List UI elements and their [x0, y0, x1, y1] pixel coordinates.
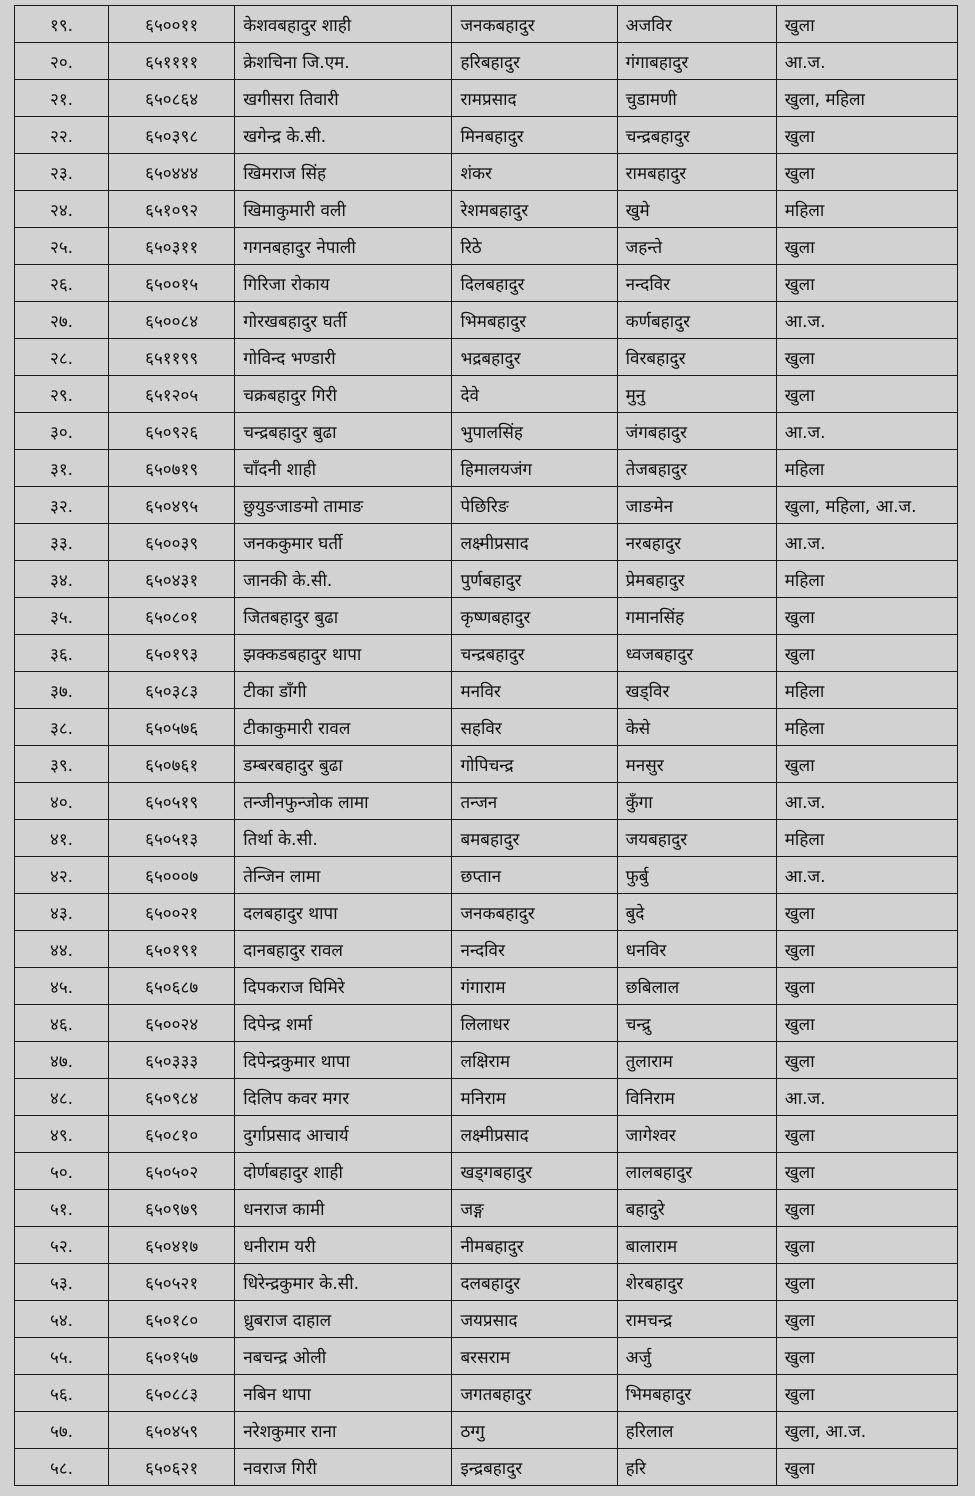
- category-cell: खुला, आ.ज.: [776, 1412, 957, 1449]
- candidate-name-cell: खिमाकुमारी वली: [235, 191, 452, 228]
- category-cell: खुला: [776, 1264, 957, 1301]
- category-cell: खुला: [776, 1042, 957, 1079]
- father-name-cell: जनकबहादुर: [452, 894, 617, 931]
- grandfather-name-cell: रामचन्द्र: [617, 1301, 776, 1338]
- table-row: [15, 154, 958, 191]
- grandfather-name-cell: रामबहादुर: [617, 154, 776, 191]
- roll-number-cell: ६५०८०१: [109, 598, 235, 635]
- roll-number-cell: ६५०९८४: [109, 1079, 235, 1116]
- category-cell: खुला, महिला: [776, 80, 957, 117]
- father-name-cell: शंकर: [452, 154, 617, 191]
- candidate-name-cell: गोविन्द भण्डारी: [235, 339, 452, 376]
- candidate-name-cell: गोरखबहादुर घर्ती: [235, 302, 452, 339]
- father-name-cell: जगतबहादुर: [452, 1375, 617, 1412]
- father-name-cell: रामप्रसाद: [452, 80, 617, 117]
- grandfather-name-cell: चन्द्रबहादुर: [617, 117, 776, 154]
- roll-number-cell: ६५०४१७: [109, 1227, 235, 1264]
- table-row: [15, 80, 958, 117]
- father-name-cell: पेछिरिङ: [452, 487, 617, 524]
- roll-number-cell: ६५००३९: [109, 524, 235, 561]
- serial-number-cell: ५२.: [15, 1227, 109, 1264]
- grandfather-name-cell: कर्णबहादुर: [617, 302, 776, 339]
- serial-number-cell: ४०.: [15, 783, 109, 820]
- grandfather-name-cell: प्रेमबहादुर: [617, 561, 776, 598]
- category-cell: खुला: [776, 968, 957, 1005]
- category-cell: महिला: [776, 820, 957, 857]
- grandfather-name-cell: बुदे: [617, 894, 776, 931]
- father-name-cell: भुपालसिंह: [452, 413, 617, 450]
- serial-number-cell: २१.: [15, 80, 109, 117]
- roll-number-cell: ६५००२१: [109, 894, 235, 931]
- roll-number-cell: ६५०८१०: [109, 1116, 235, 1153]
- grandfather-name-cell: ध्वजबहादुर: [617, 635, 776, 672]
- father-name-cell: भिमबहादुर: [452, 302, 617, 339]
- father-name-cell: देवे: [452, 376, 617, 413]
- table-row: [15, 1449, 958, 1486]
- table-row: [15, 1338, 958, 1375]
- table-row: [15, 1412, 958, 1449]
- serial-number-cell: ३८.: [15, 709, 109, 746]
- serial-number-cell: ४६.: [15, 1005, 109, 1042]
- grandfather-name-cell: चन्द्रु: [617, 1005, 776, 1042]
- candidate-name-cell: दिलिप कवर मगर: [235, 1079, 452, 1116]
- candidate-name-cell: टीका डाँगी: [235, 672, 452, 709]
- candidate-name-cell: नवराज गिरी: [235, 1449, 452, 1486]
- grandfather-name-cell: बहादुरे: [617, 1190, 776, 1227]
- father-name-cell: मनिराम: [452, 1079, 617, 1116]
- grandfather-name-cell: खड्विर: [617, 672, 776, 709]
- candidate-name-cell: खिमराज सिंह: [235, 154, 452, 191]
- grandfather-name-cell: नरबहादुर: [617, 524, 776, 561]
- category-cell: आ.ज.: [776, 1079, 957, 1116]
- candidate-name-cell: नबचन्द्र ओली: [235, 1338, 452, 1375]
- roll-number-cell: ६५०१५७: [109, 1338, 235, 1375]
- candidate-name-cell: टीकाकुमारी रावल: [235, 709, 452, 746]
- father-name-cell: लिलाधर: [452, 1005, 617, 1042]
- serial-number-cell: ५१.: [15, 1190, 109, 1227]
- roll-number-cell: ६५०९७९: [109, 1190, 235, 1227]
- serial-number-cell: ३१.: [15, 450, 109, 487]
- serial-number-cell: २२.: [15, 117, 109, 154]
- father-name-cell: कृष्णबहादुर: [452, 598, 617, 635]
- grandfather-name-cell: लालबहादुर: [617, 1153, 776, 1190]
- roll-number-cell: ६५०५१९: [109, 783, 235, 820]
- candidate-name-cell: खगीसरा तिवारी: [235, 80, 452, 117]
- father-name-cell: हरिबहादुर: [452, 43, 617, 80]
- grandfather-name-cell: तुलाराम: [617, 1042, 776, 1079]
- table-row: [15, 1079, 958, 1116]
- roll-number-cell: ६५०६२१: [109, 1449, 235, 1486]
- roll-number-cell: ६५०७१९: [109, 450, 235, 487]
- father-name-cell: मनविर: [452, 672, 617, 709]
- candidate-name-cell: नबिन थापा: [235, 1375, 452, 1412]
- father-name-cell: जनकबहादुर: [452, 6, 617, 43]
- table-body: [15, 6, 958, 1486]
- grandfather-name-cell: चुडामणी: [617, 80, 776, 117]
- candidate-name-cell: तेन्जिन लामा: [235, 857, 452, 894]
- roll-number-cell: ६५०४९५: [109, 487, 235, 524]
- serial-number-cell: ३२.: [15, 487, 109, 524]
- grandfather-name-cell: विनिराम: [617, 1079, 776, 1116]
- category-cell: आ.ज.: [776, 783, 957, 820]
- table-row: [15, 709, 958, 746]
- serial-number-cell: १९.: [15, 6, 109, 43]
- category-cell: आ.ज.: [776, 302, 957, 339]
- category-cell: खुला, महिला, आ.ज.: [776, 487, 957, 524]
- roll-number-cell: ६५०८६४: [109, 80, 235, 117]
- serial-number-cell: ५०.: [15, 1153, 109, 1190]
- category-cell: खुला: [776, 746, 957, 783]
- table-row: [15, 783, 958, 820]
- father-name-cell: बरसराम: [452, 1338, 617, 1375]
- category-cell: खुला: [776, 117, 957, 154]
- father-name-cell: खड्गबहादुर: [452, 1153, 617, 1190]
- serial-number-cell: ५८.: [15, 1449, 109, 1486]
- grandfather-name-cell: छबिलाल: [617, 968, 776, 1005]
- table-row: [15, 1375, 958, 1412]
- table-row: [15, 450, 958, 487]
- candidate-name-cell: ध्रुबराज दाहाल: [235, 1301, 452, 1338]
- grandfather-name-cell: विरबहादुर: [617, 339, 776, 376]
- table-row: [15, 413, 958, 450]
- table-row: [15, 598, 958, 635]
- roll-number-cell: ६५०४४४: [109, 154, 235, 191]
- table-row: [15, 191, 958, 228]
- father-name-cell: नीमबहादुर: [452, 1227, 617, 1264]
- table-row: [15, 487, 958, 524]
- grandfather-name-cell: धनविर: [617, 931, 776, 968]
- candidate-name-cell: दिपेन्द्रकुमार थापा: [235, 1042, 452, 1079]
- serial-number-cell: ३०.: [15, 413, 109, 450]
- serial-number-cell: २४.: [15, 191, 109, 228]
- candidate-name-cell: जितबहादुर बुढा: [235, 598, 452, 635]
- grandfather-name-cell: गमानसिंह: [617, 598, 776, 635]
- serial-number-cell: ३३.: [15, 524, 109, 561]
- father-name-cell: तन्जन: [452, 783, 617, 820]
- serial-number-cell: ३६.: [15, 635, 109, 672]
- table-row: [15, 820, 958, 857]
- category-cell: खुला: [776, 1449, 957, 1486]
- roll-number-cell: ६५०३११: [109, 228, 235, 265]
- roll-number-cell: ६५००८४: [109, 302, 235, 339]
- candidate-name-cell: छुयुङजाङमो तामाङ: [235, 487, 452, 524]
- table-row: [15, 1005, 958, 1042]
- table-row: [15, 1042, 958, 1079]
- candidate-name-cell: चाँदनी शाही: [235, 450, 452, 487]
- candidate-name-cell: दोर्णबहादुर शाही: [235, 1153, 452, 1190]
- category-cell: खुला: [776, 228, 957, 265]
- candidate-name-cell: चन्द्रबहादुर बुढा: [235, 413, 452, 450]
- roll-number-cell: ६५११११: [109, 43, 235, 80]
- serial-number-cell: २९.: [15, 376, 109, 413]
- candidate-name-cell: दुर्गाप्रसाद आचार्य: [235, 1116, 452, 1153]
- father-name-cell: दिलबहादुर: [452, 265, 617, 302]
- roll-number-cell: ६५११९९: [109, 339, 235, 376]
- table-row: [15, 117, 958, 154]
- category-cell: खुला: [776, 1116, 957, 1153]
- serial-number-cell: २३.: [15, 154, 109, 191]
- roll-number-cell: ६५००१५: [109, 265, 235, 302]
- father-name-cell: नन्दविर: [452, 931, 617, 968]
- category-cell: खुला: [776, 1227, 957, 1264]
- candidate-name-cell: केशवबहादुर शाही: [235, 6, 452, 43]
- table-row: [15, 968, 958, 1005]
- candidate-name-cell: गगनबहादुर नेपाली: [235, 228, 452, 265]
- table-row: [15, 1116, 958, 1153]
- father-name-cell: ठग्गु: [452, 1412, 617, 1449]
- candidate-name-cell: दिपकराज घिमिरे: [235, 968, 452, 1005]
- table-row: [15, 302, 958, 339]
- category-cell: खुला: [776, 598, 957, 635]
- father-name-cell: गंगाराम: [452, 968, 617, 1005]
- serial-number-cell: ४८.: [15, 1079, 109, 1116]
- father-name-cell: रिठे: [452, 228, 617, 265]
- serial-number-cell: २६.: [15, 265, 109, 302]
- category-cell: आ.ज.: [776, 857, 957, 894]
- serial-number-cell: ४९.: [15, 1116, 109, 1153]
- roll-number-cell: ६५०७६१: [109, 746, 235, 783]
- grandfather-name-cell: नन्दविर: [617, 265, 776, 302]
- category-cell: महिला: [776, 672, 957, 709]
- roll-number-cell: ६५०४३१: [109, 561, 235, 598]
- roll-number-cell: ६५०३९८: [109, 117, 235, 154]
- category-cell: महिला: [776, 561, 957, 598]
- table-row: [15, 376, 958, 413]
- category-cell: आ.ज.: [776, 413, 957, 450]
- roll-number-cell: ६५०८८३: [109, 1375, 235, 1412]
- candidate-name-cell: चक्रबहादुर गिरी: [235, 376, 452, 413]
- table-row: [15, 228, 958, 265]
- father-name-cell: दलबहादुर: [452, 1264, 617, 1301]
- candidate-name-cell: धनराज कामी: [235, 1190, 452, 1227]
- serial-number-cell: ४१.: [15, 820, 109, 857]
- grandfather-name-cell: खुमे: [617, 191, 776, 228]
- category-cell: खुला: [776, 339, 957, 376]
- candidate-name-cell: जनककुमार घर्ती: [235, 524, 452, 561]
- roll-number-cell: ६५०३३३: [109, 1042, 235, 1079]
- serial-number-cell: ४४.: [15, 931, 109, 968]
- category-cell: खुला: [776, 931, 957, 968]
- table-row: [15, 1190, 958, 1227]
- father-name-cell: बमबहादुर: [452, 820, 617, 857]
- table-row: [15, 1227, 958, 1264]
- table-row: [15, 857, 958, 894]
- roll-number-cell: ६५१०९२: [109, 191, 235, 228]
- serial-number-cell: ५५.: [15, 1338, 109, 1375]
- father-name-cell: जङ्ग: [452, 1190, 617, 1227]
- candidate-name-cell: दानबहादुर रावल: [235, 931, 452, 968]
- grandfather-name-cell: फुर्बु: [617, 857, 776, 894]
- serial-number-cell: ३७.: [15, 672, 109, 709]
- roll-number-cell: ६५००२४: [109, 1005, 235, 1042]
- father-name-cell: भद्रबहादुर: [452, 339, 617, 376]
- serial-number-cell: ४२.: [15, 857, 109, 894]
- serial-number-cell: ४३.: [15, 894, 109, 931]
- candidate-name-cell: खगेन्द्र के.सी.: [235, 117, 452, 154]
- table-row: [15, 672, 958, 709]
- category-cell: खुला: [776, 265, 957, 302]
- roll-number-cell: ६५००११: [109, 6, 235, 43]
- serial-number-cell: २७.: [15, 302, 109, 339]
- candidate-name-cell: धिरेन्द्रकुमार के.सी.: [235, 1264, 452, 1301]
- candidate-name-cell: तन्जीनफुन्जोक लामा: [235, 783, 452, 820]
- candidate-name-cell: दिपेन्द्र शर्मा: [235, 1005, 452, 1042]
- grandfather-name-cell: बालाराम: [617, 1227, 776, 1264]
- category-cell: खुला: [776, 1301, 957, 1338]
- serial-number-cell: २०.: [15, 43, 109, 80]
- father-name-cell: सहविर: [452, 709, 617, 746]
- category-cell: खुला: [776, 1338, 957, 1375]
- roll-number-cell: ६५०००७: [109, 857, 235, 894]
- roll-number-cell: ६५०५१३: [109, 820, 235, 857]
- serial-number-cell: ५७.: [15, 1412, 109, 1449]
- father-name-cell: चन्द्रबहादुर: [452, 635, 617, 672]
- candidate-name-cell: तिर्था के.सी.: [235, 820, 452, 857]
- candidate-list-table: [14, 5, 958, 1486]
- roll-number-cell: ६५०५०२: [109, 1153, 235, 1190]
- roll-number-cell: ६५०६८७: [109, 968, 235, 1005]
- grandfather-name-cell: हरि: [617, 1449, 776, 1486]
- category-cell: खुला: [776, 376, 957, 413]
- table-row: [15, 561, 958, 598]
- serial-number-cell: ५३.: [15, 1264, 109, 1301]
- father-name-cell: इन्द्रबहादुर: [452, 1449, 617, 1486]
- grandfather-name-cell: जाङमेन: [617, 487, 776, 524]
- grandfather-name-cell: शेरबहादुर: [617, 1264, 776, 1301]
- table-row: [15, 6, 958, 43]
- table-row: [15, 931, 958, 968]
- roll-number-cell: ६५०४५९: [109, 1412, 235, 1449]
- category-cell: खुला: [776, 1153, 957, 1190]
- roll-number-cell: ६५०१९१: [109, 931, 235, 968]
- candidate-name-cell: गिरिजा रोकाय: [235, 265, 452, 302]
- grandfather-name-cell: मनसुर: [617, 746, 776, 783]
- serial-number-cell: ३५.: [15, 598, 109, 635]
- grandfather-name-cell: कुँगा: [617, 783, 776, 820]
- category-cell: खुला: [776, 1005, 957, 1042]
- roll-number-cell: ६५०५२१: [109, 1264, 235, 1301]
- grandfather-name-cell: जयबहादुर: [617, 820, 776, 857]
- candidate-name-cell: दलबहादुर थापा: [235, 894, 452, 931]
- serial-number-cell: ४७.: [15, 1042, 109, 1079]
- roll-number-cell: ६५०१८०: [109, 1301, 235, 1338]
- grandfather-name-cell: भिमबहादुर: [617, 1375, 776, 1412]
- grandfather-name-cell: केसे: [617, 709, 776, 746]
- father-name-cell: गोपिचन्द्र: [452, 746, 617, 783]
- category-cell: आ.ज.: [776, 524, 957, 561]
- category-cell: खुला: [776, 154, 957, 191]
- table-row: [15, 1264, 958, 1301]
- serial-number-cell: ५६.: [15, 1375, 109, 1412]
- category-cell: आ.ज.: [776, 43, 957, 80]
- grandfather-name-cell: अर्जु: [617, 1338, 776, 1375]
- serial-number-cell: २८.: [15, 339, 109, 376]
- father-name-cell: जयप्रसाद: [452, 1301, 617, 1338]
- table-row: [15, 265, 958, 302]
- grandfather-name-cell: हरिलाल: [617, 1412, 776, 1449]
- father-name-cell: लक्ष्मीप्रसाद: [452, 524, 617, 561]
- category-cell: खुला: [776, 6, 957, 43]
- roll-number-cell: ६५०१९३: [109, 635, 235, 672]
- father-name-cell: रेशमबहादुर: [452, 191, 617, 228]
- grandfather-name-cell: गंगाबहादुर: [617, 43, 776, 80]
- table-row: [15, 524, 958, 561]
- grandfather-name-cell: जागेश्वर: [617, 1116, 776, 1153]
- father-name-cell: मिनबहादुर: [452, 117, 617, 154]
- table-row: [15, 1301, 958, 1338]
- grandfather-name-cell: जहन्ते: [617, 228, 776, 265]
- grandfather-name-cell: अजविर: [617, 6, 776, 43]
- table-row: [15, 894, 958, 931]
- candidate-name-cell: झक्कडबहादुर थापा: [235, 635, 452, 672]
- category-cell: खुला: [776, 635, 957, 672]
- father-name-cell: छप्तान: [452, 857, 617, 894]
- roll-number-cell: ६५०३८३: [109, 672, 235, 709]
- candidate-name-cell: जानकी के.सी.: [235, 561, 452, 598]
- category-cell: महिला: [776, 709, 957, 746]
- serial-number-cell: ३९.: [15, 746, 109, 783]
- category-cell: खुला: [776, 894, 957, 931]
- serial-number-cell: ४५.: [15, 968, 109, 1005]
- grandfather-name-cell: तेजबहादुर: [617, 450, 776, 487]
- roll-number-cell: ६५०९२६: [109, 413, 235, 450]
- father-name-cell: पुर्णबहादुर: [452, 561, 617, 598]
- candidate-name-cell: क्रेशचिना जि.एम.: [235, 43, 452, 80]
- father-name-cell: हिमालयजंग: [452, 450, 617, 487]
- roll-number-cell: ६५१२०५: [109, 376, 235, 413]
- father-name-cell: लक्षिराम: [452, 1042, 617, 1079]
- candidate-name-cell: धनीराम यरी: [235, 1227, 452, 1264]
- table-row: [15, 746, 958, 783]
- category-cell: खुला: [776, 1375, 957, 1412]
- table-row: [15, 635, 958, 672]
- table-row: [15, 339, 958, 376]
- serial-number-cell: ५४.: [15, 1301, 109, 1338]
- candidate-name-cell: डम्बरबहादुर बुढा: [235, 746, 452, 783]
- table-row: [15, 1153, 958, 1190]
- category-cell: खुला: [776, 1190, 957, 1227]
- father-name-cell: लक्ष्मीप्रसाद: [452, 1116, 617, 1153]
- grandfather-name-cell: जंगबहादुर: [617, 413, 776, 450]
- category-cell: महिला: [776, 191, 957, 228]
- table-row: [15, 43, 958, 80]
- category-cell: महिला: [776, 450, 957, 487]
- roll-number-cell: ६५०५७६: [109, 709, 235, 746]
- grandfather-name-cell: मुनु: [617, 376, 776, 413]
- candidate-name-cell: नरेशकुमार राना: [235, 1412, 452, 1449]
- serial-number-cell: ३४.: [15, 561, 109, 598]
- serial-number-cell: २५.: [15, 228, 109, 265]
